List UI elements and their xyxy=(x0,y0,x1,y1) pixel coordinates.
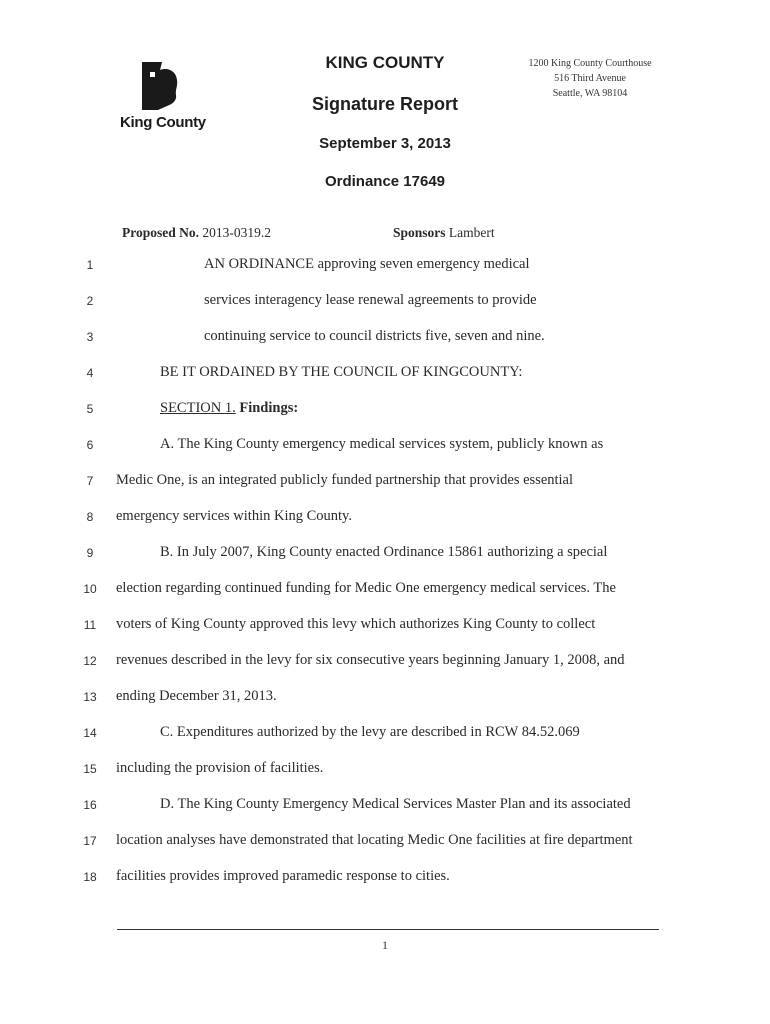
address-line: Seattle, WA 98104 xyxy=(552,88,628,99)
page-number: 1 xyxy=(382,938,388,952)
report-title: Signature Report xyxy=(311,94,458,114)
address-line: 516 Third Avenue xyxy=(554,73,626,84)
line-number: 1 xyxy=(86,258,94,272)
line-number: 3 xyxy=(86,330,94,344)
section-heading xyxy=(160,400,298,417)
line-number: 11 xyxy=(83,618,97,632)
line-number: 17 xyxy=(83,834,97,848)
line-number: 12 xyxy=(83,654,97,668)
line-number: 13 xyxy=(83,690,97,704)
line-number: 15 xyxy=(83,762,97,776)
section-title: Findings: xyxy=(239,400,299,416)
line-number: 18 xyxy=(83,870,97,884)
body-line: ending December 31, 2013. xyxy=(116,688,277,704)
sponsors-label: Sponsors xyxy=(393,225,446,240)
body-line: D. The King County Emergency Medical Services Master Plan and its associated xyxy=(160,796,631,812)
line-number: 2 xyxy=(86,294,94,308)
ordinance-title-line: services interagency lease renewal agreements to provide xyxy=(204,292,537,308)
sponsors-value: Lambert xyxy=(448,225,495,240)
body-line: revenues described in the levy for six consecutive years beginning January 1, 2008, and xyxy=(116,652,625,668)
proposed-number xyxy=(122,225,271,241)
report-date: September 3, 2013 xyxy=(319,135,451,152)
footer-divider xyxy=(117,929,659,930)
body-line: election regarding continued funding for Medic One emergency medical services. The xyxy=(116,580,616,596)
logo-text: King County xyxy=(120,114,206,131)
ordinance-title-line: AN ORDINANCE approving seven emergency medical xyxy=(204,256,530,272)
body-line: Medic One, is an integrated publicly funded partnership that provides essential xyxy=(116,472,574,488)
line-number: 6 xyxy=(86,438,94,452)
body-line: facilities provides improved paramedic response to cities. xyxy=(116,868,450,884)
line-number: 16 xyxy=(83,798,97,812)
line-number: 14 xyxy=(83,726,97,740)
courthouse-address xyxy=(510,56,670,101)
body-line: emergency services within King County. xyxy=(116,508,352,524)
body-line: A. The King County emergency medical services system, publicly known as xyxy=(160,436,604,452)
proposed-value: 2013-0319.2 xyxy=(202,225,272,240)
line-number: 8 xyxy=(86,510,94,524)
proposed-label: Proposed No. xyxy=(122,225,200,240)
body-line: including the provision of facilities. xyxy=(116,760,324,776)
section-number: SECTION 1. xyxy=(160,400,236,416)
address-line: 1200 King County Courthouse xyxy=(528,58,652,69)
line-number: 7 xyxy=(86,474,94,488)
enacting-clause: BE IT ORDAINED BY THE COUNCIL OF KINGCOUNTY: xyxy=(160,364,523,380)
county-heading: KING COUNTY xyxy=(325,53,445,72)
ordinance-number: Ordinance 17649 xyxy=(324,173,446,190)
body-line: B. In July 2007, King County enacted Ordinance 15861 authorizing a special xyxy=(160,544,608,560)
sponsors xyxy=(393,225,495,241)
king-county-logo xyxy=(120,62,215,134)
body-line: C. Expenditures authorized by the levy are described in RCW 84.52.069 xyxy=(160,724,580,740)
line-number: 9 xyxy=(86,546,94,560)
ordinance-title-line: continuing service to council districts five, seven and nine. xyxy=(204,328,545,344)
body-line: location analyses have demonstrated that locating Medic One facilities at fire department xyxy=(116,832,633,848)
body-line: voters of King County approved this levy which authorizes King County to collect xyxy=(116,616,596,632)
line-number: 5 xyxy=(86,402,94,416)
line-number: 4 xyxy=(86,366,94,380)
line-number: 10 xyxy=(83,582,97,596)
mlk-logo-icon xyxy=(142,62,184,110)
